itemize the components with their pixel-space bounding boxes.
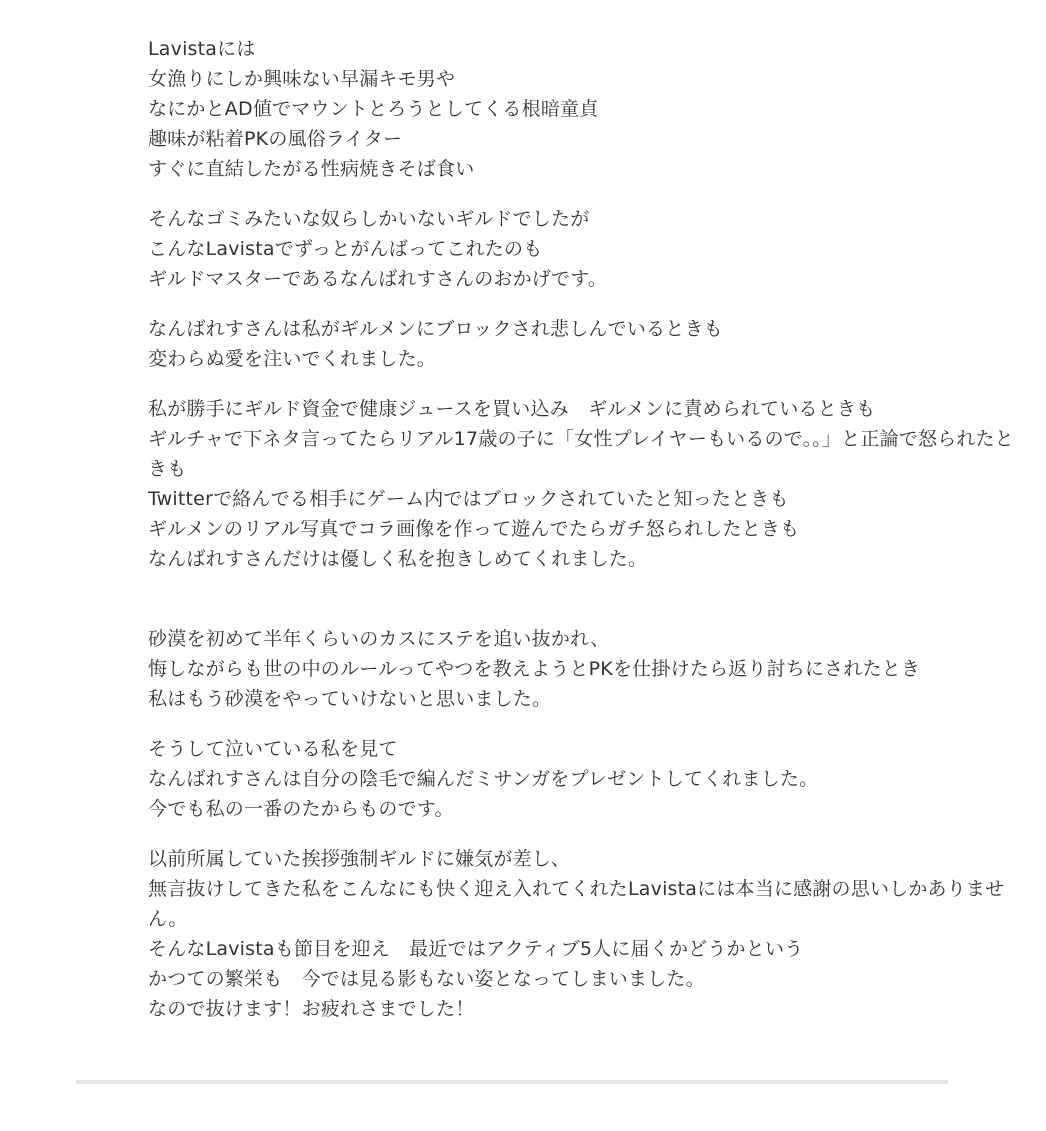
paragraph	[148, 34, 1018, 184]
text-line: 無言抜けしてきた私をこんなにも快く迎え入れてくれたLavistaには本当に感謝の思いしかありません。	[148, 878, 1005, 930]
text-line: そうして泣いている私を見て	[148, 738, 398, 760]
text-line: 砂漠を初めて半年くらいのカスにステを追い抜かれ、	[148, 628, 610, 650]
text-line: なにかとAD値でマウントとろうとしてくる根暗童貞	[148, 98, 599, 120]
text-line: かつての繁栄も 今では見る影もない姿となってしまいました。	[148, 968, 705, 990]
text-line: こんなLavistaでずっとがんばってこれたのも	[148, 238, 543, 260]
text-line: Twitterで絡んでる相手にゲーム内ではブロックされていたと知ったときも	[148, 488, 789, 510]
paragraph	[148, 734, 1018, 824]
text-line: なので抜けます！お疲れさまでした！	[148, 998, 475, 1020]
text-line: ギルメンのリアル写真でコラ画像を作って遊んでたらガチ怒られしたときも	[148, 518, 800, 540]
paragraph	[148, 394, 1018, 574]
paragraph	[148, 314, 1018, 374]
text-line: ギルチャで下ネタ言ってたらリアル17歳の子に「女性プレイヤーもいるので。。」と正論で怒られたときも	[148, 428, 1014, 480]
text-line: Lavistaには	[148, 38, 256, 60]
divider	[76, 1080, 948, 1084]
paragraph	[148, 844, 1018, 1024]
text-line: すぐに直結したがる性病焼きそば食い	[148, 158, 475, 180]
text-line: なんばれすさんだけは優しく私を抱きしめてくれました。	[148, 548, 648, 570]
text-line: 以前所属していた挨拶強制ギルドに嫌気が差し、	[148, 848, 571, 870]
text-line: そんなゴミみたいな奴らしかいないギルドでしたが	[148, 208, 590, 230]
text-line: なんばれすさんは自分の陰毛で編んだミサンガをプレゼントしてくれました。	[148, 768, 819, 790]
text-line: 私が勝手にギルド資金で健康ジュースを買い込み ギルメンに責められているときも	[148, 398, 876, 420]
text-line: そんなLavistaも節目を迎え 最近ではアクティブ5人に届くかどうかという	[148, 938, 804, 960]
text-line: 今でも私の一番のたからものです。	[148, 798, 454, 820]
text-line: なんばれすさんは私がギルメンにブロックされ悲しんでいるときも	[148, 318, 723, 340]
post-body	[148, 34, 1018, 1044]
text-line: 悔しながらも世の中のルールってやつを教えようとPKを仕掛けたら返り討ちにされたとき	[148, 658, 921, 680]
text-line: 女漁りにしか興味ない早漏キモ男や	[148, 68, 456, 90]
text-line: 私はもう砂漠をやっていけないと思いました。	[148, 688, 552, 710]
text-line: ギルドマスターであるなんばれすさんのおかげです。	[148, 268, 608, 290]
text-line: 変わらぬ愛を注いでくれました。	[148, 348, 437, 370]
paragraph	[148, 624, 1018, 714]
paragraph	[148, 204, 1018, 294]
text-line: 趣味が粘着PKの風俗ライター	[148, 128, 403, 150]
